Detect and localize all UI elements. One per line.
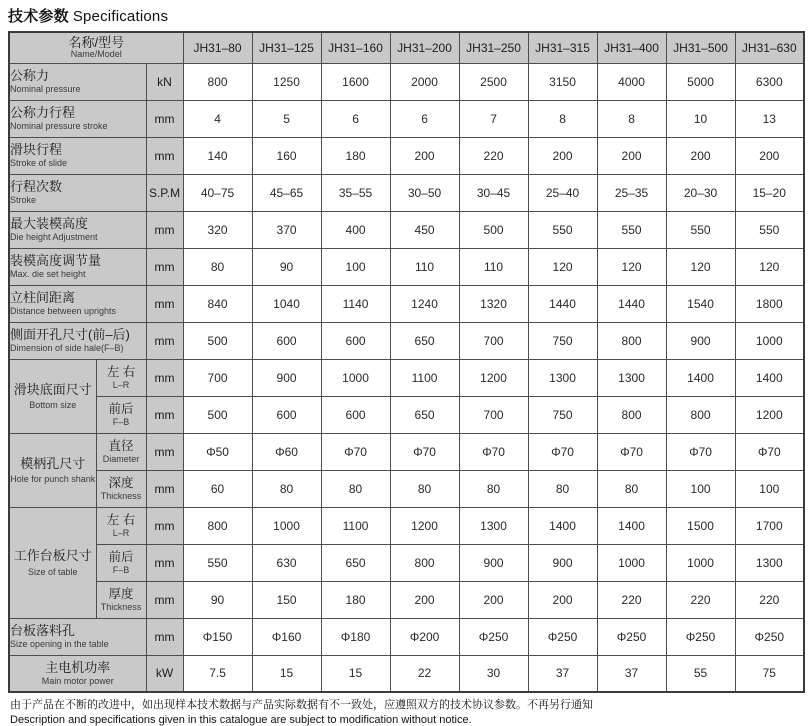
value-cell: 750 (528, 322, 597, 359)
sub-label (96, 433, 146, 470)
value-cell: 1240 (390, 285, 459, 322)
unit-cell: mm (146, 433, 183, 470)
unit-cell: mm (146, 285, 183, 322)
table-row (9, 174, 804, 211)
value-cell: Φ70 (528, 433, 597, 470)
model-header: JH31–500 (666, 32, 735, 63)
value-cell: 15 (321, 655, 390, 692)
label-zh: 装模高度调节量 (10, 252, 102, 268)
value-cell: 2500 (459, 63, 528, 100)
page-title (0, 0, 811, 31)
value-cell: 180 (321, 137, 390, 174)
value-cell: 500 (183, 322, 252, 359)
label-en: Nominal pressure stroke (10, 120, 108, 131)
value-cell: 200 (597, 137, 666, 174)
unit-cell: mm (146, 322, 183, 359)
sub-label (96, 581, 146, 618)
value-cell: 550 (597, 211, 666, 248)
unit-cell: mm (146, 137, 183, 174)
row-label (9, 248, 146, 285)
footer-note-en: Description and specifications given in this catalogue are subject to modification without notice. (10, 713, 472, 726)
value-cell: Φ70 (321, 433, 390, 470)
value-cell: 1250 (252, 63, 321, 100)
label-zh: 工作台板尺寸 (13, 548, 92, 564)
value-cell: 37 (597, 655, 666, 692)
value-cell: 100 (666, 470, 735, 507)
footer-note-zh: 由于产品在不断的改进中，如出现样本技术数据与产品实际数据有不一致处，应遵照双方的技术协议参数。不再另行通知 (10, 699, 593, 711)
value-cell: 1040 (252, 285, 321, 322)
value-cell: 90 (183, 581, 252, 618)
label-en: F–B (112, 564, 130, 575)
value-cell: 25–35 (597, 174, 666, 211)
value-cell: 700 (459, 396, 528, 433)
value-cell: 1600 (321, 63, 390, 100)
value-cell: 500 (183, 396, 252, 433)
value-cell: 55 (666, 655, 735, 692)
value-cell: 1100 (390, 359, 459, 396)
value-cell: 600 (321, 396, 390, 433)
label-zh: 行程次数 (10, 178, 63, 194)
unit-cell: mm (146, 100, 183, 137)
value-cell: 1000 (735, 322, 804, 359)
table-row (9, 433, 804, 470)
value-cell: 220 (666, 581, 735, 618)
value-cell: 700 (183, 359, 252, 396)
value-cell: 6300 (735, 63, 804, 100)
label-en: Size of table (27, 566, 78, 577)
corner-header-zh: 名称/型号 (68, 34, 125, 50)
row-label (9, 100, 146, 137)
label-en: L–R (112, 379, 130, 390)
value-cell: 1300 (735, 544, 804, 581)
value-cell: 1440 (528, 285, 597, 322)
value-cell: Φ250 (597, 618, 666, 655)
value-cell: 450 (390, 211, 459, 248)
value-cell: Φ250 (735, 618, 804, 655)
value-cell: 900 (666, 322, 735, 359)
value-cell: 120 (735, 248, 804, 285)
value-cell: 1140 (321, 285, 390, 322)
label-en: L–R (112, 527, 130, 538)
value-cell: 800 (183, 63, 252, 100)
label-en: Thickness (100, 490, 142, 501)
label-zh: 前后 (108, 550, 134, 565)
value-cell: 550 (735, 211, 804, 248)
value-cell: 650 (321, 544, 390, 581)
value-cell: 160 (252, 137, 321, 174)
group-label (9, 433, 96, 507)
table-row (9, 211, 804, 248)
group-label (9, 507, 96, 618)
value-cell: Φ160 (252, 618, 321, 655)
value-cell: 200 (735, 137, 804, 174)
table-row (9, 63, 804, 100)
value-cell: 5 (252, 100, 321, 137)
value-cell: 650 (390, 396, 459, 433)
row-label (9, 655, 146, 692)
value-cell: 700 (459, 322, 528, 359)
value-cell: 1200 (459, 359, 528, 396)
value-cell: 600 (252, 396, 321, 433)
label-en: Diameter (102, 453, 140, 464)
model-header: JH31–400 (597, 32, 666, 63)
value-cell: 8 (597, 100, 666, 137)
label-en: Hole for punch shank (10, 474, 96, 485)
label-en: Nominal pressure (10, 83, 81, 94)
value-cell: 1440 (597, 285, 666, 322)
value-cell: 1200 (390, 507, 459, 544)
page-title-en: Specifications (72, 8, 169, 25)
row-label (9, 211, 146, 248)
value-cell: 200 (390, 581, 459, 618)
label-en: Size opening in the table (10, 638, 109, 649)
label-en: Stroke of slide (10, 157, 68, 168)
row-label (9, 285, 146, 322)
label-zh: 立柱间距离 (10, 289, 76, 305)
page-title-zh: 技术参数 (8, 8, 69, 25)
unit-cell: mm (146, 581, 183, 618)
label-zh: 公称力 (10, 67, 50, 83)
value-cell: 1300 (597, 359, 666, 396)
label-en: Max. die set height (10, 268, 86, 279)
value-cell: 1100 (321, 507, 390, 544)
model-header: JH31–250 (459, 32, 528, 63)
value-cell: 3150 (528, 63, 597, 100)
value-cell: 750 (528, 396, 597, 433)
label-zh: 厚度 (108, 587, 134, 602)
value-cell: 120 (528, 248, 597, 285)
value-cell: 180 (321, 581, 390, 618)
unit-cell: mm (146, 507, 183, 544)
table-row (9, 507, 804, 544)
value-cell: 4 (183, 100, 252, 137)
label-zh: 主电机功率 (45, 659, 111, 675)
value-cell: Φ60 (252, 433, 321, 470)
value-cell: 1400 (528, 507, 597, 544)
label-zh: 深度 (108, 476, 134, 491)
value-cell: 1400 (666, 359, 735, 396)
label-zh: 左 右 (106, 365, 136, 380)
value-cell: 40–75 (183, 174, 252, 211)
value-cell: 80 (183, 248, 252, 285)
value-cell: 80 (528, 470, 597, 507)
value-cell: 900 (459, 544, 528, 581)
value-cell: 120 (666, 248, 735, 285)
value-cell: 1320 (459, 285, 528, 322)
row-label (9, 322, 146, 359)
value-cell: Φ70 (735, 433, 804, 470)
unit-cell: mm (146, 211, 183, 248)
value-cell: 320 (183, 211, 252, 248)
table-row (9, 285, 804, 322)
value-cell: 10 (666, 100, 735, 137)
value-cell: 80 (597, 470, 666, 507)
corner-header (9, 32, 183, 63)
value-cell: 80 (321, 470, 390, 507)
unit-cell: mm (146, 359, 183, 396)
value-cell: Φ250 (459, 618, 528, 655)
value-cell: 550 (183, 544, 252, 581)
value-cell: 15–20 (735, 174, 804, 211)
value-cell: 1000 (666, 544, 735, 581)
row-label (9, 174, 146, 211)
value-cell: Φ50 (183, 433, 252, 470)
value-cell: 37 (528, 655, 597, 692)
model-header: JH31–80 (183, 32, 252, 63)
value-cell: 220 (735, 581, 804, 618)
model-header: JH31–315 (528, 32, 597, 63)
table-row (9, 137, 804, 174)
row-label (9, 618, 146, 655)
value-cell: 800 (597, 322, 666, 359)
value-cell: 200 (528, 581, 597, 618)
unit-cell: mm (146, 470, 183, 507)
value-cell: 30–45 (459, 174, 528, 211)
value-cell: 8 (528, 100, 597, 137)
label-en: Main motor power (41, 675, 114, 686)
label-en: Distance between uprights (10, 305, 117, 316)
value-cell: 45–65 (252, 174, 321, 211)
value-cell: Φ70 (666, 433, 735, 470)
sub-label (96, 544, 146, 581)
model-header: JH31–200 (390, 32, 459, 63)
label-zh: 滑块行程 (10, 141, 63, 157)
value-cell: 500 (459, 211, 528, 248)
value-cell: 1400 (597, 507, 666, 544)
value-cell: 100 (735, 470, 804, 507)
value-cell: 6 (390, 100, 459, 137)
value-cell: 200 (666, 137, 735, 174)
value-cell: 80 (390, 470, 459, 507)
model-header: JH31–160 (321, 32, 390, 63)
value-cell: Φ150 (183, 618, 252, 655)
value-cell: 200 (390, 137, 459, 174)
label-en: Die height Adjustment (10, 231, 98, 242)
label-en: Dimension of side hale(F–B) (10, 342, 124, 353)
value-cell: 120 (597, 248, 666, 285)
label-en: Thickness (100, 601, 142, 612)
table-row (9, 359, 804, 396)
value-cell: 140 (183, 137, 252, 174)
spec-table (8, 31, 805, 693)
value-cell: 60 (183, 470, 252, 507)
spec-table-body (9, 63, 804, 692)
value-cell: 4000 (597, 63, 666, 100)
value-cell: 30–50 (390, 174, 459, 211)
value-cell: 1200 (735, 396, 804, 433)
value-cell: 400 (321, 211, 390, 248)
value-cell: 550 (528, 211, 597, 248)
value-cell: 800 (390, 544, 459, 581)
label-zh: 侧面开孔尺寸(前–后) (10, 326, 130, 342)
value-cell: Φ200 (390, 618, 459, 655)
corner-header-en: Name/Model (70, 48, 122, 59)
value-cell: 25–40 (528, 174, 597, 211)
label-zh: 直径 (108, 439, 134, 454)
table-row (9, 618, 804, 655)
value-cell: 1000 (597, 544, 666, 581)
value-cell: 15 (252, 655, 321, 692)
value-cell: 80 (252, 470, 321, 507)
value-cell: 630 (252, 544, 321, 581)
value-cell: 30 (459, 655, 528, 692)
value-cell: 1540 (666, 285, 735, 322)
label-zh: 模柄孔尺寸 (20, 455, 86, 471)
value-cell: 150 (252, 581, 321, 618)
value-cell: 800 (666, 396, 735, 433)
label-zh: 最大装模高度 (10, 215, 89, 231)
unit-cell: S.P.M (146, 174, 183, 211)
sub-label (96, 396, 146, 433)
value-cell: 1500 (666, 507, 735, 544)
value-cell: 200 (459, 581, 528, 618)
table-row (9, 544, 804, 581)
unit-cell: mm (146, 618, 183, 655)
unit-cell: kW (146, 655, 183, 692)
row-label (9, 137, 146, 174)
unit-cell: mm (146, 544, 183, 581)
value-cell: 2000 (390, 63, 459, 100)
value-cell: 13 (735, 100, 804, 137)
value-cell: 22 (390, 655, 459, 692)
sub-label (96, 470, 146, 507)
value-cell: 600 (252, 322, 321, 359)
table-row (9, 470, 804, 507)
value-cell: Φ180 (321, 618, 390, 655)
value-cell: 1000 (321, 359, 390, 396)
sub-label (96, 359, 146, 396)
table-row (9, 100, 804, 137)
value-cell: 7 (459, 100, 528, 137)
model-header: JH31–125 (252, 32, 321, 63)
label-zh: 左 右 (106, 513, 136, 528)
value-cell: 7.5 (183, 655, 252, 692)
value-cell: 1300 (459, 507, 528, 544)
unit-cell: mm (146, 248, 183, 285)
model-header: JH31–630 (735, 32, 804, 63)
value-cell: Φ70 (390, 433, 459, 470)
value-cell: Φ70 (597, 433, 666, 470)
value-cell: 650 (390, 322, 459, 359)
table-row (9, 248, 804, 285)
value-cell: 200 (528, 137, 597, 174)
value-cell: 80 (459, 470, 528, 507)
value-cell: 600 (321, 322, 390, 359)
value-cell: Φ250 (666, 618, 735, 655)
value-cell: 110 (459, 248, 528, 285)
value-cell: 220 (597, 581, 666, 618)
value-cell: Φ70 (459, 433, 528, 470)
value-cell: 370 (252, 211, 321, 248)
sub-label (96, 507, 146, 544)
value-cell: 1000 (252, 507, 321, 544)
label-zh: 滑块底面尺寸 (13, 381, 92, 397)
label-en: Stroke (10, 194, 37, 205)
value-cell: 5000 (666, 63, 735, 100)
unit-cell: mm (146, 396, 183, 433)
footer-note (10, 698, 811, 726)
value-cell: 1400 (735, 359, 804, 396)
value-cell: 900 (528, 544, 597, 581)
value-cell: 75 (735, 655, 804, 692)
group-label (9, 359, 96, 433)
value-cell: 800 (183, 507, 252, 544)
value-cell: 840 (183, 285, 252, 322)
value-cell: 550 (666, 211, 735, 248)
value-cell: 900 (252, 359, 321, 396)
value-cell: 20–30 (666, 174, 735, 211)
value-cell: 35–55 (321, 174, 390, 211)
table-row (9, 396, 804, 433)
value-cell: Φ250 (528, 618, 597, 655)
row-label (9, 63, 146, 100)
label-zh: 台板落料孔 (10, 622, 76, 638)
table-row (9, 581, 804, 618)
label-en: Bottom size (29, 400, 77, 411)
table-row (9, 655, 804, 692)
value-cell: 110 (390, 248, 459, 285)
value-cell: 100 (321, 248, 390, 285)
value-cell: 1300 (528, 359, 597, 396)
label-zh: 公称力行程 (10, 104, 76, 120)
value-cell: 220 (459, 137, 528, 174)
unit-cell: kN (146, 63, 183, 100)
label-en: F–B (112, 416, 130, 427)
value-cell: 1700 (735, 507, 804, 544)
value-cell: 800 (597, 396, 666, 433)
value-cell: 90 (252, 248, 321, 285)
value-cell: 6 (321, 100, 390, 137)
table-row (9, 322, 804, 359)
spec-table-head-row (9, 32, 804, 63)
label-zh: 前后 (108, 402, 134, 417)
value-cell: 1800 (735, 285, 804, 322)
